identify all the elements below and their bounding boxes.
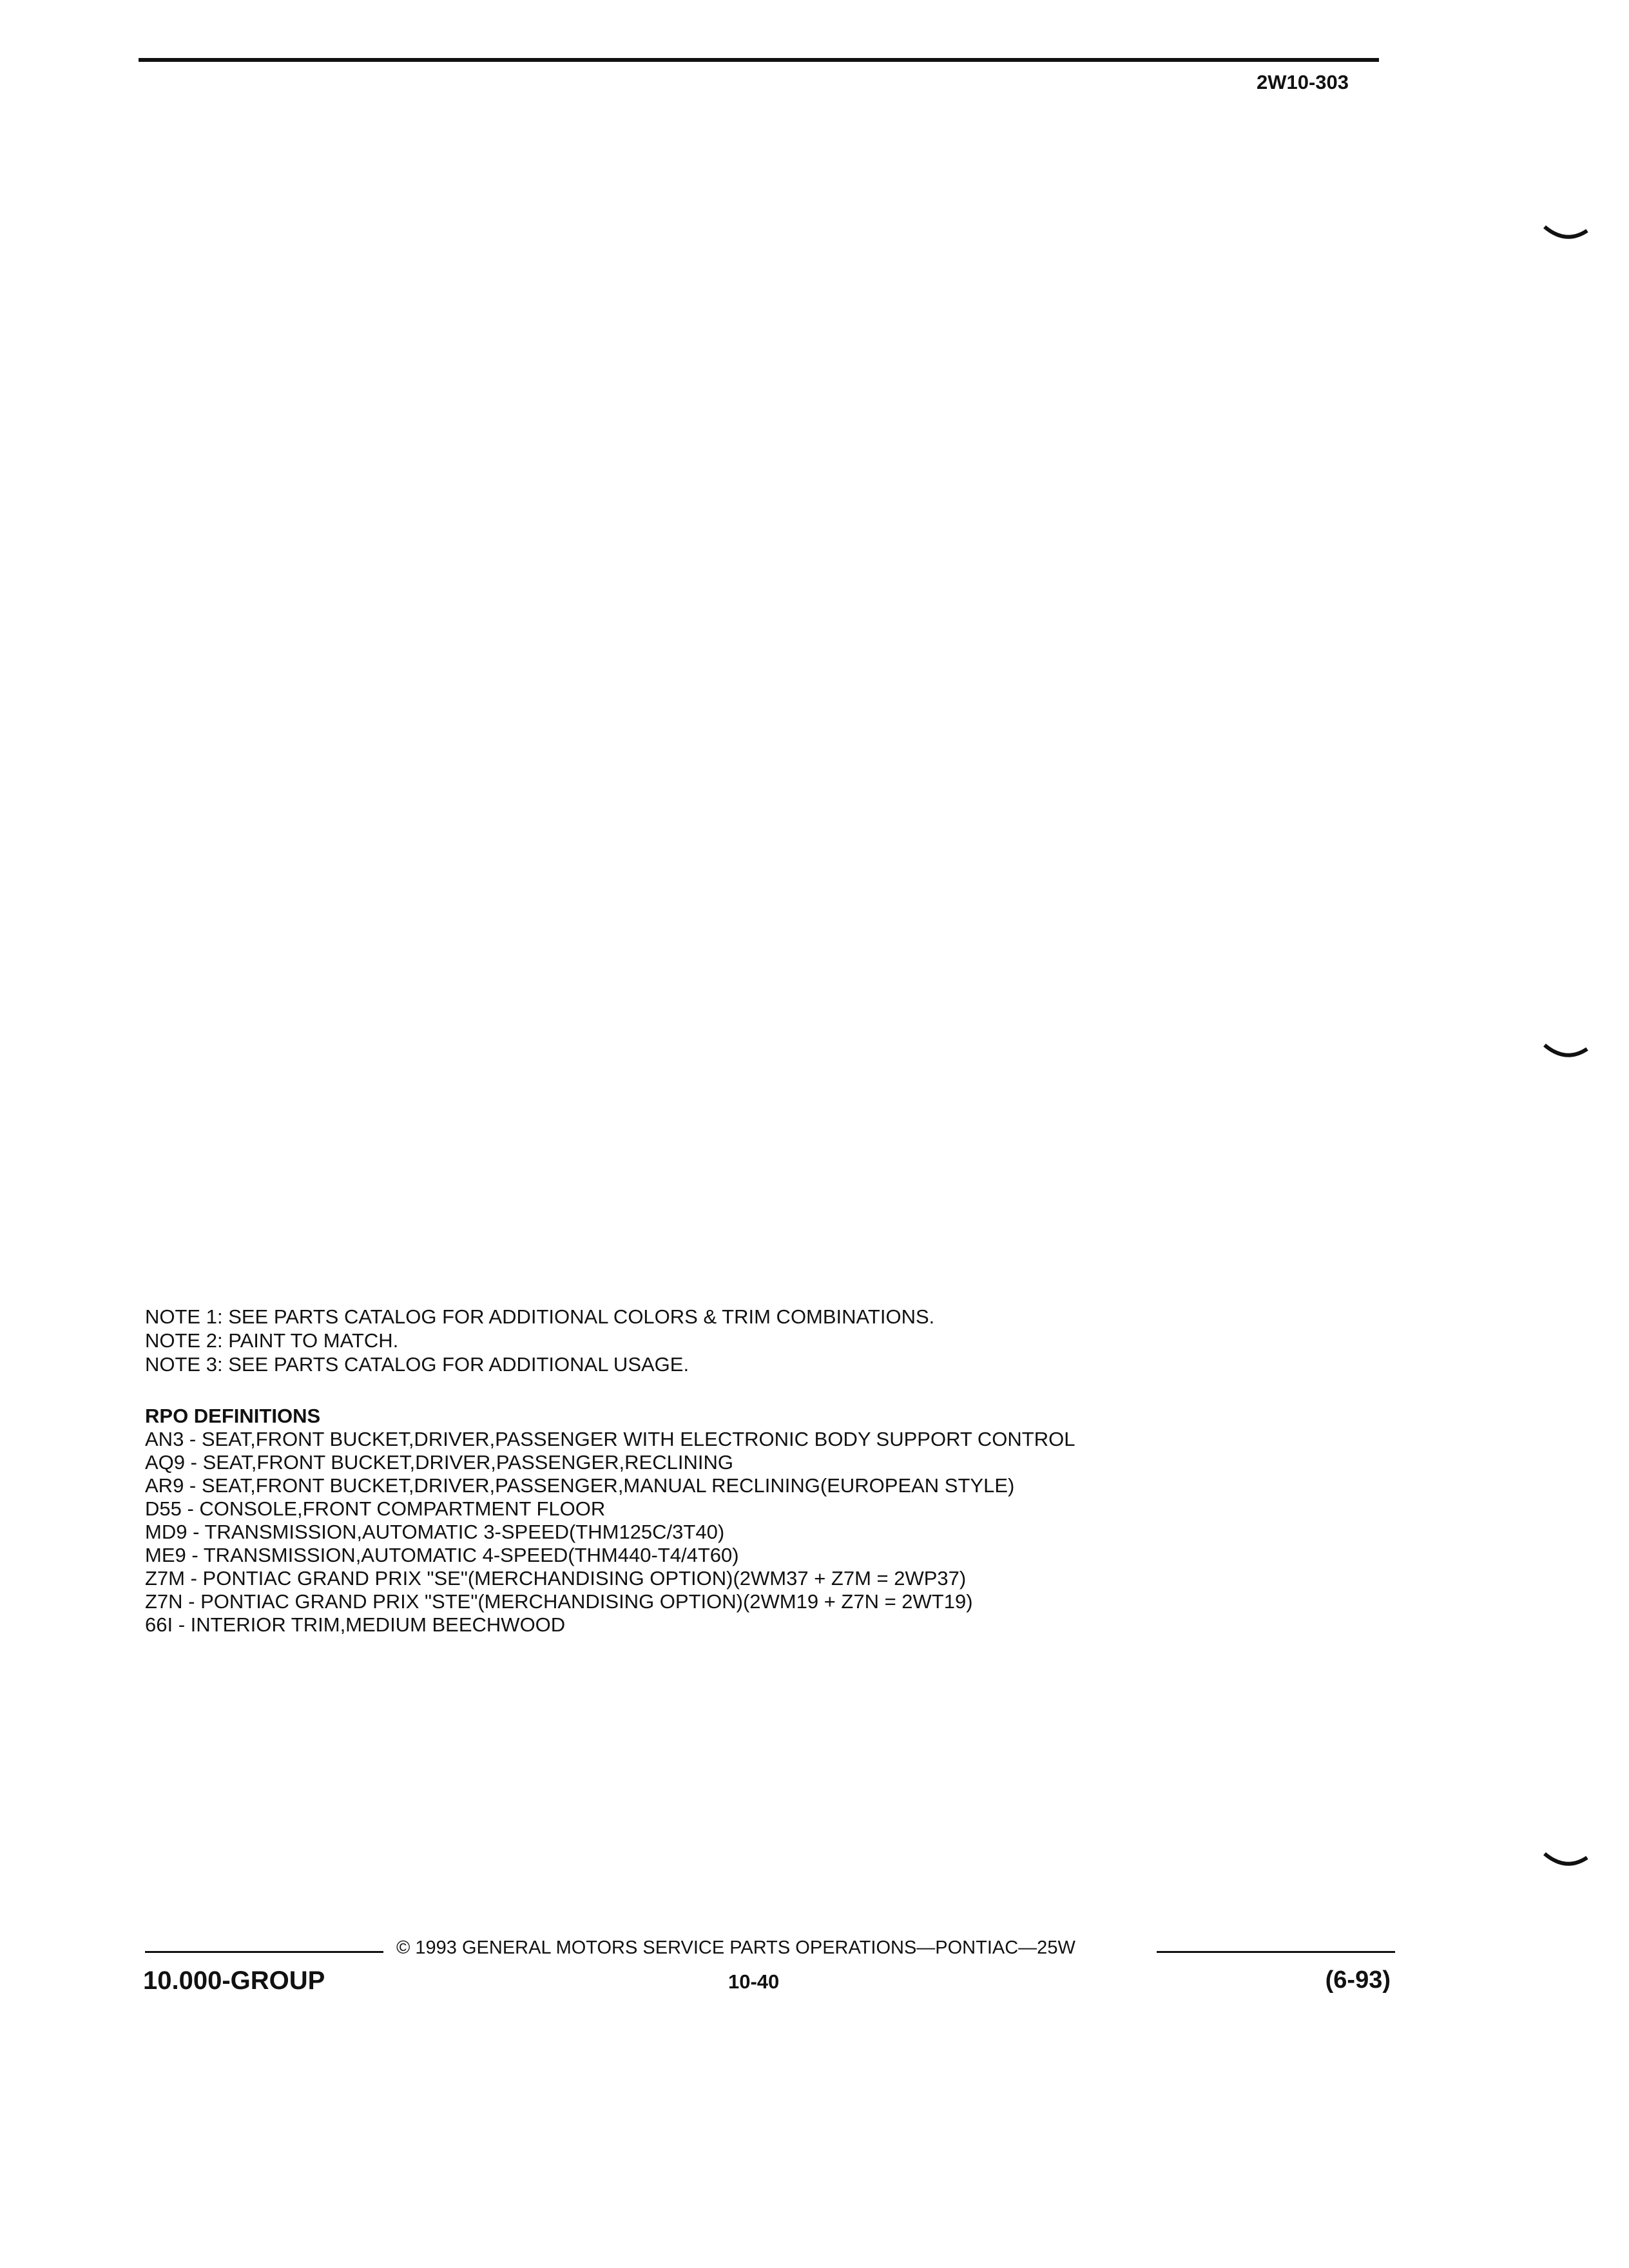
rpo-item: AQ9 - SEAT,FRONT BUCKET,DRIVER,PASSENGER,RECLINING — [145, 1451, 733, 1474]
margin-mark-icon — [1543, 219, 1588, 245]
rpo-item: ME9 - TRANSMISSION,AUTOMATIC 4-SPEED(THM440-T4/4T60) — [145, 1544, 739, 1566]
rpo-title: RPO DEFINITIONS — [145, 1405, 321, 1427]
rpo-item: AN3 - SEAT,FRONT BUCKET,DRIVER,PASSENGER WITH ELECTRONIC BODY SUPPORT CONTROL — [145, 1428, 1075, 1450]
note-3: NOTE 3: SEE PARTS CATALOG FOR ADDITIONAL USAGE. — [145, 1353, 689, 1376]
rpo-item: AR9 - SEAT,FRONT BUCKET,DRIVER,PASSENGER,MANUAL RECLINING(EUROPEAN STYLE) — [145, 1474, 1015, 1497]
rpo-item: Z7M - PONTIAC GRAND PRIX "SE"(MERCHANDISING OPTION)(2WM37 + Z7M = 2WP37) — [145, 1567, 967, 1590]
note-2: NOTE 2: PAINT TO MATCH. — [145, 1329, 399, 1352]
rpo-item: 66I - INTERIOR TRIM,MEDIUM BEECHWOOD — [145, 1613, 566, 1636]
footer-rule-left — [145, 1951, 383, 1953]
note-1: NOTE 1: SEE PARTS CATALOG FOR ADDITIONAL COLORS & TRIM COMBINATIONS. — [145, 1305, 935, 1328]
notes-section — [145, 1305, 934, 1376]
footer-date: (6-93) — [1325, 1966, 1391, 1994]
rpo-item: Z7N - PONTIAC GRAND PRIX "STE"(MERCHANDISING OPTION)(2WM19 + Z7N = 2WT19) — [145, 1590, 973, 1613]
footer-rule-right — [1157, 1951, 1395, 1953]
rpo-item: D55 - CONSOLE,FRONT COMPARTMENT FLOOR — [145, 1497, 606, 1520]
margin-mark-icon — [1543, 1037, 1588, 1063]
footer-copyright: © 1993 GENERAL MOTORS SERVICE PARTS OPERATIONS—PONTIAC—25W — [396, 1937, 1075, 1958]
margin-mark-icon — [1543, 1846, 1588, 1872]
footer-page-number: 10-40 — [728, 1970, 780, 1993]
page-id: 2W10-303 — [1256, 71, 1349, 93]
rpo-item: MD9 - TRANSMISSION,AUTOMATIC 3-SPEED(THM125C/3T40) — [145, 1521, 725, 1543]
footer-group: 10.000-GROUP — [143, 1966, 325, 1995]
rpo-definitions — [145, 1405, 1075, 1637]
top-rule — [139, 58, 1379, 62]
